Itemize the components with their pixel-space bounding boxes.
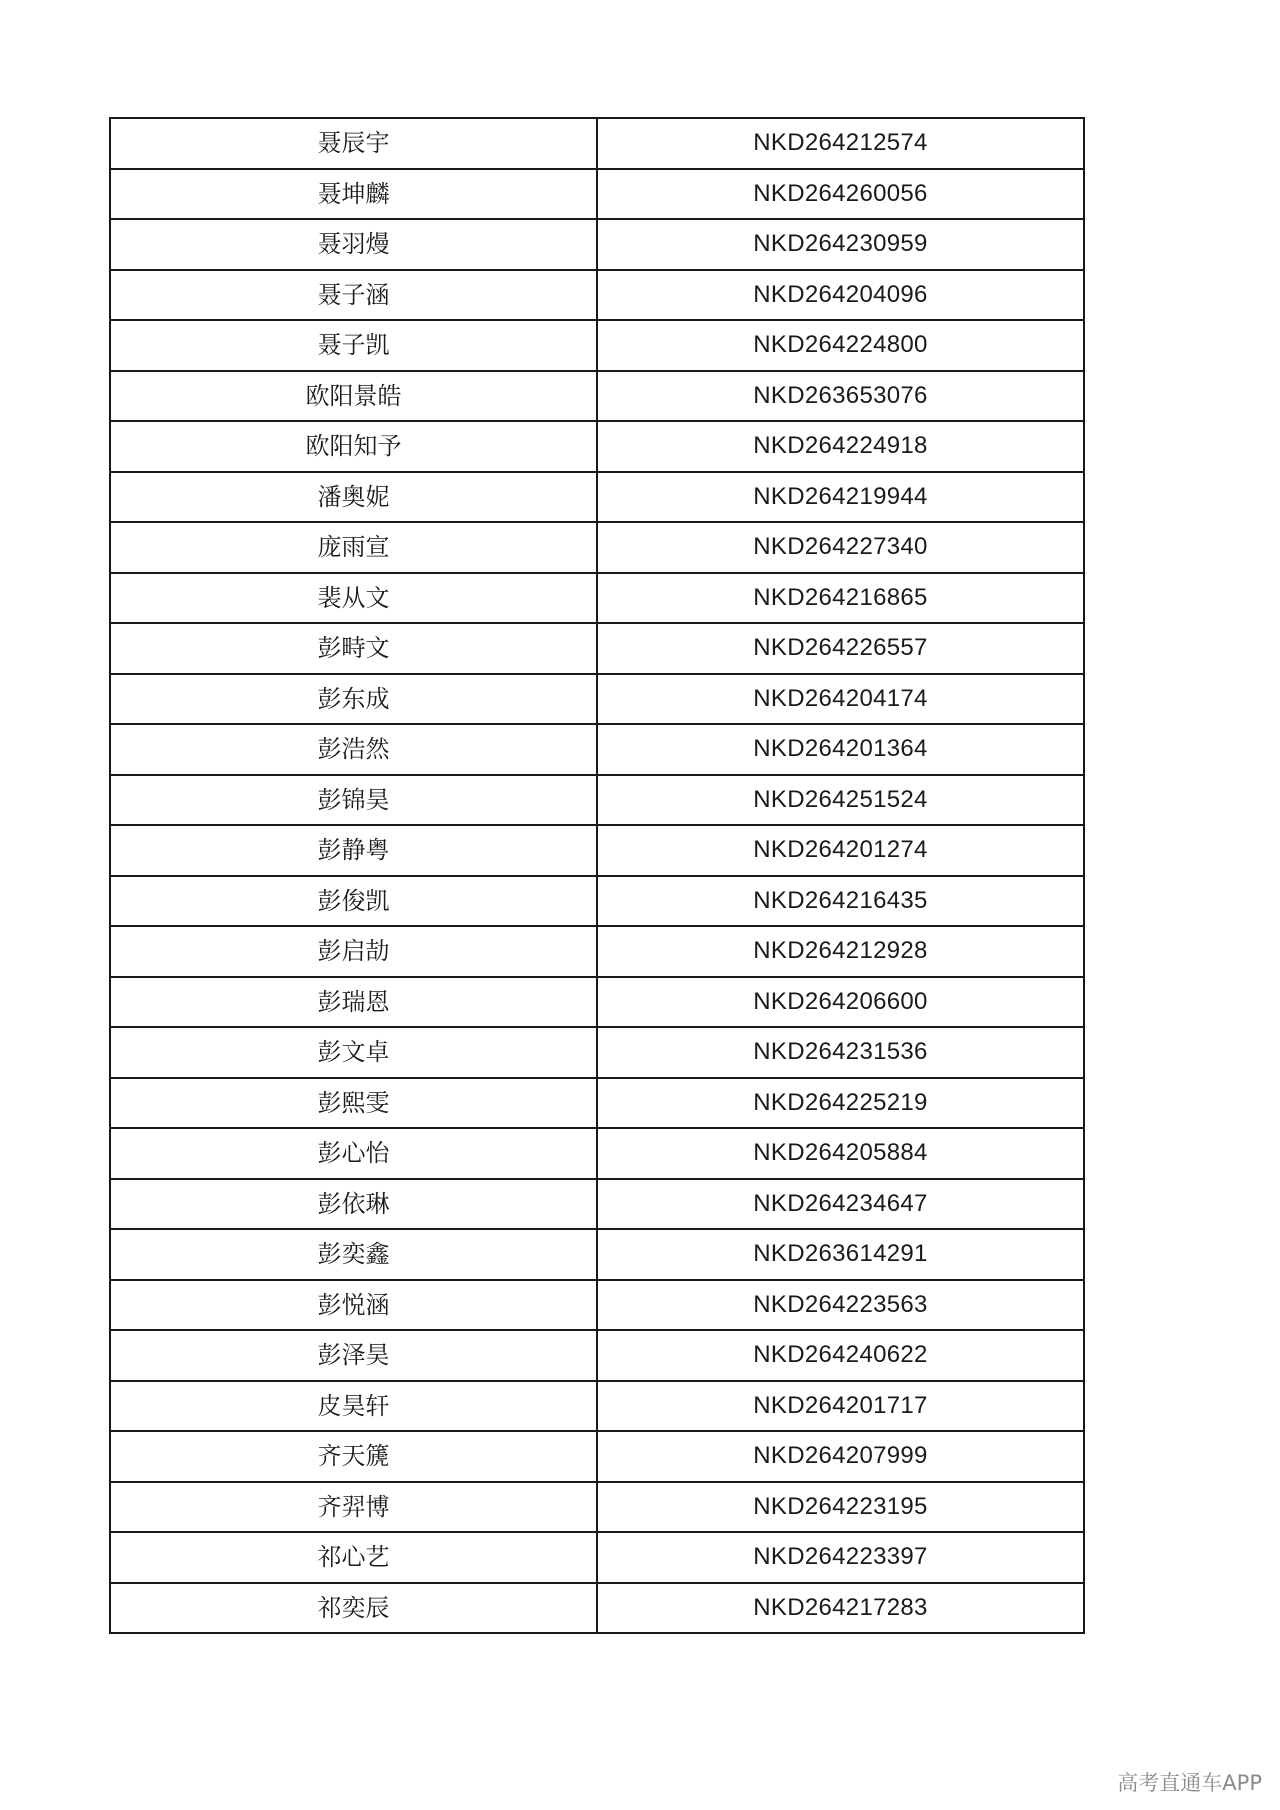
table-row [110, 1179, 1084, 1230]
table-row [110, 1128, 1084, 1179]
registration-id-cell: NKD264206600 [597, 977, 1084, 1028]
student-name-cell: 彭泽昊 [110, 1330, 597, 1381]
table-row [110, 926, 1084, 977]
table-row [110, 118, 1084, 169]
registration-id-cell: NKD264201274 [597, 825, 1084, 876]
table-row [110, 472, 1084, 523]
table-row [110, 371, 1084, 422]
student-name-cell: 彭锦昊 [110, 775, 597, 826]
student-name-cell: 聂子凯 [110, 320, 597, 371]
student-name-cell: 祁奕辰 [110, 1583, 597, 1634]
table-row [110, 1532, 1084, 1583]
student-name-cell: 聂羽熳 [110, 219, 597, 270]
registration-id-cell: NKD264224800 [597, 320, 1084, 371]
student-name-cell: 彭东成 [110, 674, 597, 725]
student-name-cell: 齐羿博 [110, 1482, 597, 1533]
registration-id-cell: NKD264204174 [597, 674, 1084, 725]
student-name-cell: 裴从文 [110, 573, 597, 624]
roster-table [109, 117, 1085, 1634]
table-row [110, 573, 1084, 624]
student-name-cell: 齐天篪 [110, 1431, 597, 1482]
registration-id-cell: NKD264204096 [597, 270, 1084, 321]
table-row [110, 1229, 1084, 1280]
student-name-cell: 彭俊凯 [110, 876, 597, 927]
registration-id-cell: NKD264223195 [597, 1482, 1084, 1533]
table-row [110, 1078, 1084, 1129]
student-name-cell: 皮昊轩 [110, 1381, 597, 1432]
registration-id-cell: NKD264216865 [597, 573, 1084, 624]
student-name-cell: 彭熙雯 [110, 1078, 597, 1129]
registration-id-cell: NKD264212574 [597, 118, 1084, 169]
table-row [110, 876, 1084, 927]
registration-id-cell: NKD264201717 [597, 1381, 1084, 1432]
registration-id-cell: NKD264207999 [597, 1431, 1084, 1482]
student-name-cell: 潘奥妮 [110, 472, 597, 523]
table-row [110, 1431, 1084, 1482]
student-name-cell: 彭文卓 [110, 1027, 597, 1078]
student-name-cell: 聂子涵 [110, 270, 597, 321]
roster-table-body [110, 118, 1084, 1633]
table-row [110, 1583, 1084, 1634]
student-name-cell: 欧阳知予 [110, 421, 597, 472]
registration-id-cell: NKD264212928 [597, 926, 1084, 977]
student-name-cell: 彭畤文 [110, 623, 597, 674]
student-name-cell: 彭心怡 [110, 1128, 597, 1179]
registration-id-cell: NKD264205884 [597, 1128, 1084, 1179]
registration-id-cell: NKD264225219 [597, 1078, 1084, 1129]
table-row [110, 219, 1084, 270]
student-name-cell: 聂辰宇 [110, 118, 597, 169]
student-name-cell: 彭悦涵 [110, 1280, 597, 1331]
registration-id-cell: NKD264217283 [597, 1583, 1084, 1634]
table-row [110, 674, 1084, 725]
registration-id-cell: NKD263653076 [597, 371, 1084, 422]
watermark-text: 高考直通车APP [1117, 1771, 1262, 1795]
table-row [110, 775, 1084, 826]
registration-id-cell: NKD264231536 [597, 1027, 1084, 1078]
registration-id-cell: NKD263614291 [597, 1229, 1084, 1280]
registration-id-cell: NKD264230959 [597, 219, 1084, 270]
student-name-cell: 欧阳景皓 [110, 371, 597, 422]
table-row [110, 977, 1084, 1028]
table-row [110, 169, 1084, 220]
student-name-cell: 祁心艺 [110, 1532, 597, 1583]
student-name-cell: 彭浩然 [110, 724, 597, 775]
table-row [110, 320, 1084, 371]
table-row [110, 1482, 1084, 1533]
table-row [110, 522, 1084, 573]
registration-id-cell: NKD264226557 [597, 623, 1084, 674]
registration-id-cell: NKD264227340 [597, 522, 1084, 573]
student-name-cell: 彭瑞恩 [110, 977, 597, 1028]
registration-id-cell: NKD264224918 [597, 421, 1084, 472]
registration-id-cell: NKD264234647 [597, 1179, 1084, 1230]
registration-id-cell: NKD264219944 [597, 472, 1084, 523]
student-name-cell: 彭静粤 [110, 825, 597, 876]
table-row [110, 1330, 1084, 1381]
student-name-cell: 彭奕鑫 [110, 1229, 597, 1280]
registration-id-cell: NKD264260056 [597, 169, 1084, 220]
table-row [110, 421, 1084, 472]
student-name-cell: 彭启劼 [110, 926, 597, 977]
registration-id-cell: NKD264223563 [597, 1280, 1084, 1331]
student-name-cell: 彭依琳 [110, 1179, 597, 1230]
table-row [110, 1027, 1084, 1078]
student-name-cell: 聂坤麟 [110, 169, 597, 220]
registration-id-cell: NKD264251524 [597, 775, 1084, 826]
registration-id-cell: NKD264201364 [597, 724, 1084, 775]
student-name-cell: 庞雨宣 [110, 522, 597, 573]
registration-id-cell: NKD264223397 [597, 1532, 1084, 1583]
table-row [110, 623, 1084, 674]
table-row [110, 724, 1084, 775]
registration-id-cell: NKD264216435 [597, 876, 1084, 927]
table-row [110, 1280, 1084, 1331]
table-row [110, 1381, 1084, 1432]
table-row [110, 270, 1084, 321]
table-row [110, 825, 1084, 876]
registration-id-cell: NKD264240622 [597, 1330, 1084, 1381]
